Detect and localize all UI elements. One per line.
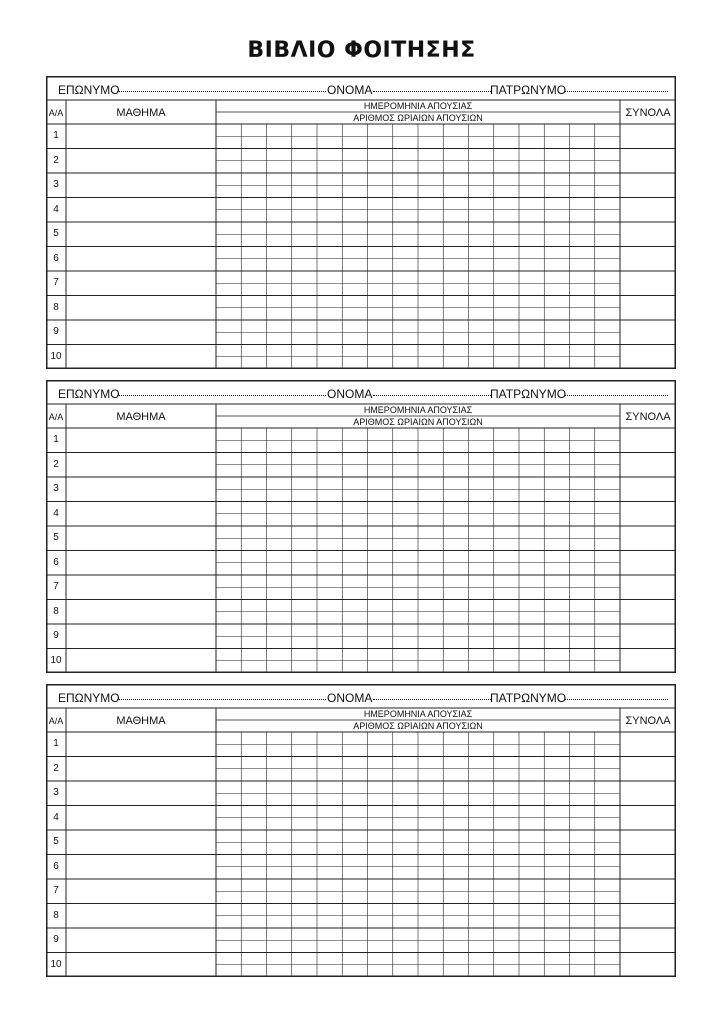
row-number: 10 — [50, 350, 62, 362]
col-subject-header: ΜΑΘΗΜΑ — [116, 411, 166, 423]
fathers-name-label: ΠΑΤΡΩΝΥΜΟ — [490, 387, 567, 401]
row-number: 8 — [53, 605, 59, 617]
row-number: 10 — [50, 654, 62, 666]
fathers-name-field[interactable] — [564, 686, 668, 700]
col-totals-header: ΣΥΝΟΛΑ — [625, 411, 671, 423]
row-number: 4 — [53, 507, 59, 519]
fathers-name-field[interactable] — [564, 78, 668, 92]
name-label: ΟΝΟΜΑ — [327, 387, 373, 401]
row-number: 3 — [53, 179, 59, 190]
row-number: 1 — [53, 130, 59, 141]
col-date-header: ΗΜΕΡΟΜΗΝΙΑ ΑΠΟΥΣΙΑΣ — [363, 101, 473, 111]
fathers-name-label: ΠΑΤΡΩΝΥΜΟ — [490, 83, 567, 97]
surname-label: ΕΠΩΝΥΜΟ — [58, 387, 120, 401]
row-number: 4 — [53, 203, 59, 215]
row-number: 5 — [53, 228, 59, 239]
row-number: 7 — [53, 581, 59, 592]
row-number: 1 — [53, 434, 59, 445]
row-number: 8 — [53, 301, 59, 313]
col-hours-header: ΑΡΙΘΜΟΣ ΩΡΙΑΙΩΝ ΑΠΟΥΣΙΩΝ — [353, 417, 483, 427]
attendance-form-block — [46, 684, 676, 977]
surname-field[interactable] — [117, 382, 326, 396]
page-title: ΒΙΒΛΙΟ ΦΟΙΤΗΣΗΣ — [247, 38, 476, 63]
col-hours-header: ΑΡΙΘΜΟΣ ΩΡΙΑΙΩΝ ΑΠΟΥΣΙΩΝ — [353, 113, 483, 123]
attendance-form-block — [46, 380, 676, 673]
surname-field[interactable] — [117, 78, 326, 92]
student-info-line — [46, 76, 676, 100]
name-field[interactable] — [373, 382, 491, 396]
row-number: 10 — [50, 958, 62, 970]
col-hours-header: ΑΡΙΘΜΟΣ ΩΡΙΑΙΩΝ ΑΠΟΥΣΙΩΝ — [353, 721, 483, 731]
fathers-name-field[interactable] — [564, 382, 668, 396]
student-info-line — [46, 684, 676, 708]
row-number: 1 — [53, 738, 59, 749]
row-number: 9 — [53, 630, 59, 641]
row-number: 4 — [53, 811, 59, 823]
col-aa-header: Α/Α — [48, 412, 64, 422]
row-number: 3 — [53, 787, 59, 798]
row-number: 6 — [53, 252, 59, 264]
row-number: 2 — [53, 154, 59, 166]
row-number: 3 — [53, 483, 59, 494]
surname-field[interactable] — [117, 686, 326, 700]
row-number: 8 — [53, 909, 59, 921]
col-subject-header: ΜΑΘΗΜΑ — [116, 107, 166, 119]
name-field[interactable] — [373, 686, 491, 700]
row-number: 2 — [53, 762, 59, 774]
row-number: 5 — [53, 836, 59, 847]
col-aa-header: Α/Α — [48, 108, 64, 118]
row-number: 6 — [53, 860, 59, 872]
col-totals-header: ΣΥΝΟΛΑ — [625, 715, 671, 727]
attendance-form-block — [46, 76, 676, 369]
row-number: 2 — [53, 458, 59, 470]
row-number: 7 — [53, 885, 59, 896]
surname-label: ΕΠΩΝΥΜΟ — [58, 691, 120, 705]
col-date-header: ΗΜΕΡΟΜΗΝΙΑ ΑΠΟΥΣΙΑΣ — [363, 405, 473, 415]
student-info-line — [46, 380, 676, 404]
row-number: 9 — [53, 934, 59, 945]
row-number: 7 — [53, 277, 59, 288]
row-number: 6 — [53, 556, 59, 568]
fathers-name-label: ΠΑΤΡΩΝΥΜΟ — [490, 691, 567, 705]
col-totals-header: ΣΥΝΟΛΑ — [625, 107, 671, 119]
col-date-header: ΗΜΕΡΟΜΗΝΙΑ ΑΠΟΥΣΙΑΣ — [363, 709, 473, 719]
name-label: ΟΝΟΜΑ — [327, 691, 373, 705]
col-aa-header: Α/Α — [48, 716, 64, 726]
name-field[interactable] — [373, 78, 491, 92]
name-label: ΟΝΟΜΑ — [327, 83, 373, 97]
col-subject-header: ΜΑΘΗΜΑ — [116, 715, 166, 727]
row-number: 5 — [53, 532, 59, 543]
row-number: 9 — [53, 326, 59, 337]
surname-label: ΕΠΩΝΥΜΟ — [58, 83, 120, 97]
